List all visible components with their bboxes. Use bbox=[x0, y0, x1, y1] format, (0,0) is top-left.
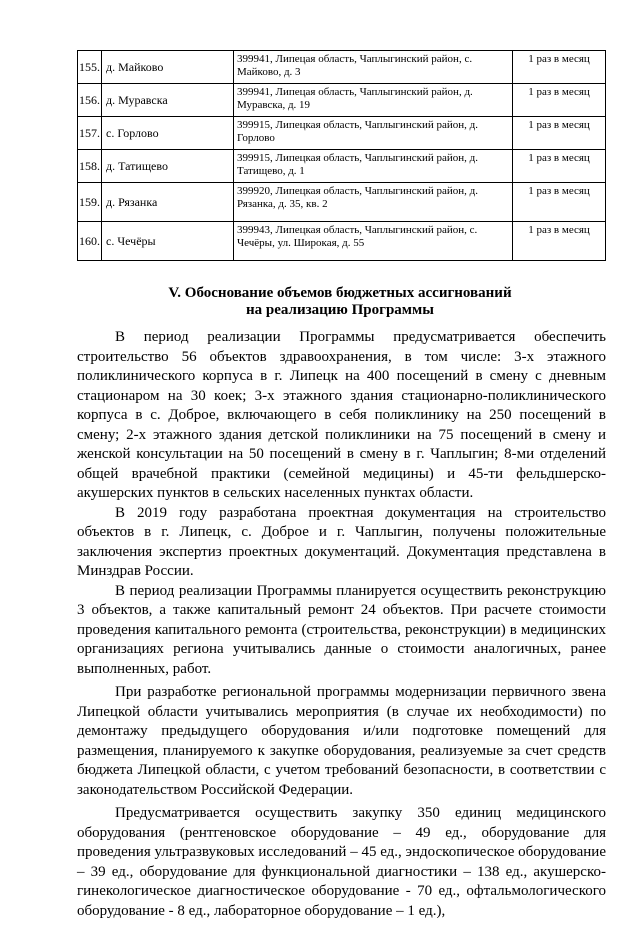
section-heading-line1: V. Обоснование объемов бюджетных ассигнований bbox=[168, 285, 512, 301]
settlement-name: д. Рязанка bbox=[102, 183, 234, 222]
section-heading bbox=[40, 285, 640, 319]
table-row bbox=[78, 222, 606, 261]
row-number: 160. bbox=[78, 222, 102, 261]
visit-frequency: 1 раз в месяц bbox=[513, 84, 606, 117]
settlement-address: 399920, Липецкая область, Чаплыгинский район, д. Рязанка, д. 35, кв. 2 bbox=[234, 183, 513, 222]
paragraph-equipment: Предусматривается осуществить закупку 350 единиц медицинского оборудования (рентгеновское оборудование – 49 ед., оборудование для проведения ультразвуковых исследований – 45 ед., эндоскопическое оборудование – 39 ед., оборудование для функциональной диагностики – 138 ед., акушерско-гинекологическое диагностическое оборудование - 70 ед., офтальмологического оборудование - 8 ед., лабораторное оборудование – 1 ед.), bbox=[77, 805, 606, 919]
row-number: 156. bbox=[78, 84, 102, 117]
row-number: 155. bbox=[78, 51, 102, 84]
table-row bbox=[78, 183, 606, 222]
body-text bbox=[77, 328, 606, 925]
settlement-address: 399915, Липецкая область, Чаплыгинский район, д. Татищево, д. 1 bbox=[234, 150, 513, 183]
settlement-name: д. Майково bbox=[102, 51, 234, 84]
table-row bbox=[78, 150, 606, 183]
paragraph-documentation: В 2019 году разработана проектная документация на строительство объектов в г. Липецк, с. Доброе и г. Чаплыгин, получены положительные заключения экспертиз проектных документаций. Документация представлена в Минздрав России. bbox=[77, 504, 606, 579]
settlements-table bbox=[77, 50, 606, 261]
settlement-name: с. Горлово bbox=[102, 117, 234, 150]
paragraph-modernization: При разработке региональной программы модернизации первичного звена Липецкой области учитывались мероприятия (в случае их необходимости) по демонтажу предыдущего оборудования и/или подготовке помещений для размещения, планируемого к закупке оборудования, реализуемые за счет средств бюджета Липецкой области, с учетом требований безопасности, в соответствии с законодательством Российской Федерации. bbox=[77, 684, 606, 798]
table-row bbox=[78, 51, 606, 84]
settlement-address: 399943, Липецкая область, Чаплыгинский район, с. Чечёры, ул. Широкая, д. 55 bbox=[234, 222, 513, 261]
visit-frequency: 1 раз в месяц bbox=[513, 222, 606, 261]
visit-frequency: 1 раз в месяц bbox=[513, 183, 606, 222]
row-number: 157. bbox=[78, 117, 102, 150]
settlement-address: 399941, Липецая область, Чаплыгинский район, д. Муравска, д. 19 bbox=[234, 84, 513, 117]
settlement-address: 399915, Липецкая область, Чаплыгинский район, д. Горлово bbox=[234, 117, 513, 150]
paragraph-reconstruction: В период реализации Программы планируется осуществить реконструкцию 3 объектов, а также капитальный ремонт 24 объектов. При расчете стоимости проведения капитального ремонта (строительства, реконструкции) в медицинских организациях региона учитывались данные о стоимости аналогичных, ранее выполненных, работ. bbox=[77, 582, 606, 677]
table-row bbox=[78, 117, 606, 150]
visit-frequency: 1 раз в месяц bbox=[513, 117, 606, 150]
settlement-name: д. Татищево bbox=[102, 150, 234, 183]
settlement-name: с. Чечёры bbox=[102, 222, 234, 261]
settlement-address: 399941, Липецая область, Чаплыгинский район, с. Майково, д. 3 bbox=[234, 51, 513, 84]
row-number: 159. bbox=[78, 183, 102, 222]
section-heading-line2: на реализацию Программы bbox=[246, 302, 434, 318]
row-number: 158. bbox=[78, 150, 102, 183]
paragraph-construction: В период реализации Программы предусматривается обеспечить строительство 56 объектов здравоохранения, в том числе: 3-х этажного поликлинического корпуса в г. Липецк на 400 посещений в смену с дневным стационаром на 30 коек; 3-х этажного здания стационарно-поликлинического корпуса в с. Доброе, включающего в себя поликлинику на 250 посещений в смену; 2-х этажного здания детской поликлиники на 75 посещений в смену и женской консультации на 50 посещений в смену в г. Чаплыгин; 8-ми отделений общей врачебной практики (семейной медицины) и 45-ти фельдшерско-акушерских пунктов в сельских населенных пунктах области. bbox=[77, 329, 606, 501]
visit-frequency: 1 раз в месяц bbox=[513, 51, 606, 84]
settlement-name: д. Муравска bbox=[102, 84, 234, 117]
visit-frequency: 1 раз в месяц bbox=[513, 150, 606, 183]
table-row bbox=[78, 84, 606, 117]
